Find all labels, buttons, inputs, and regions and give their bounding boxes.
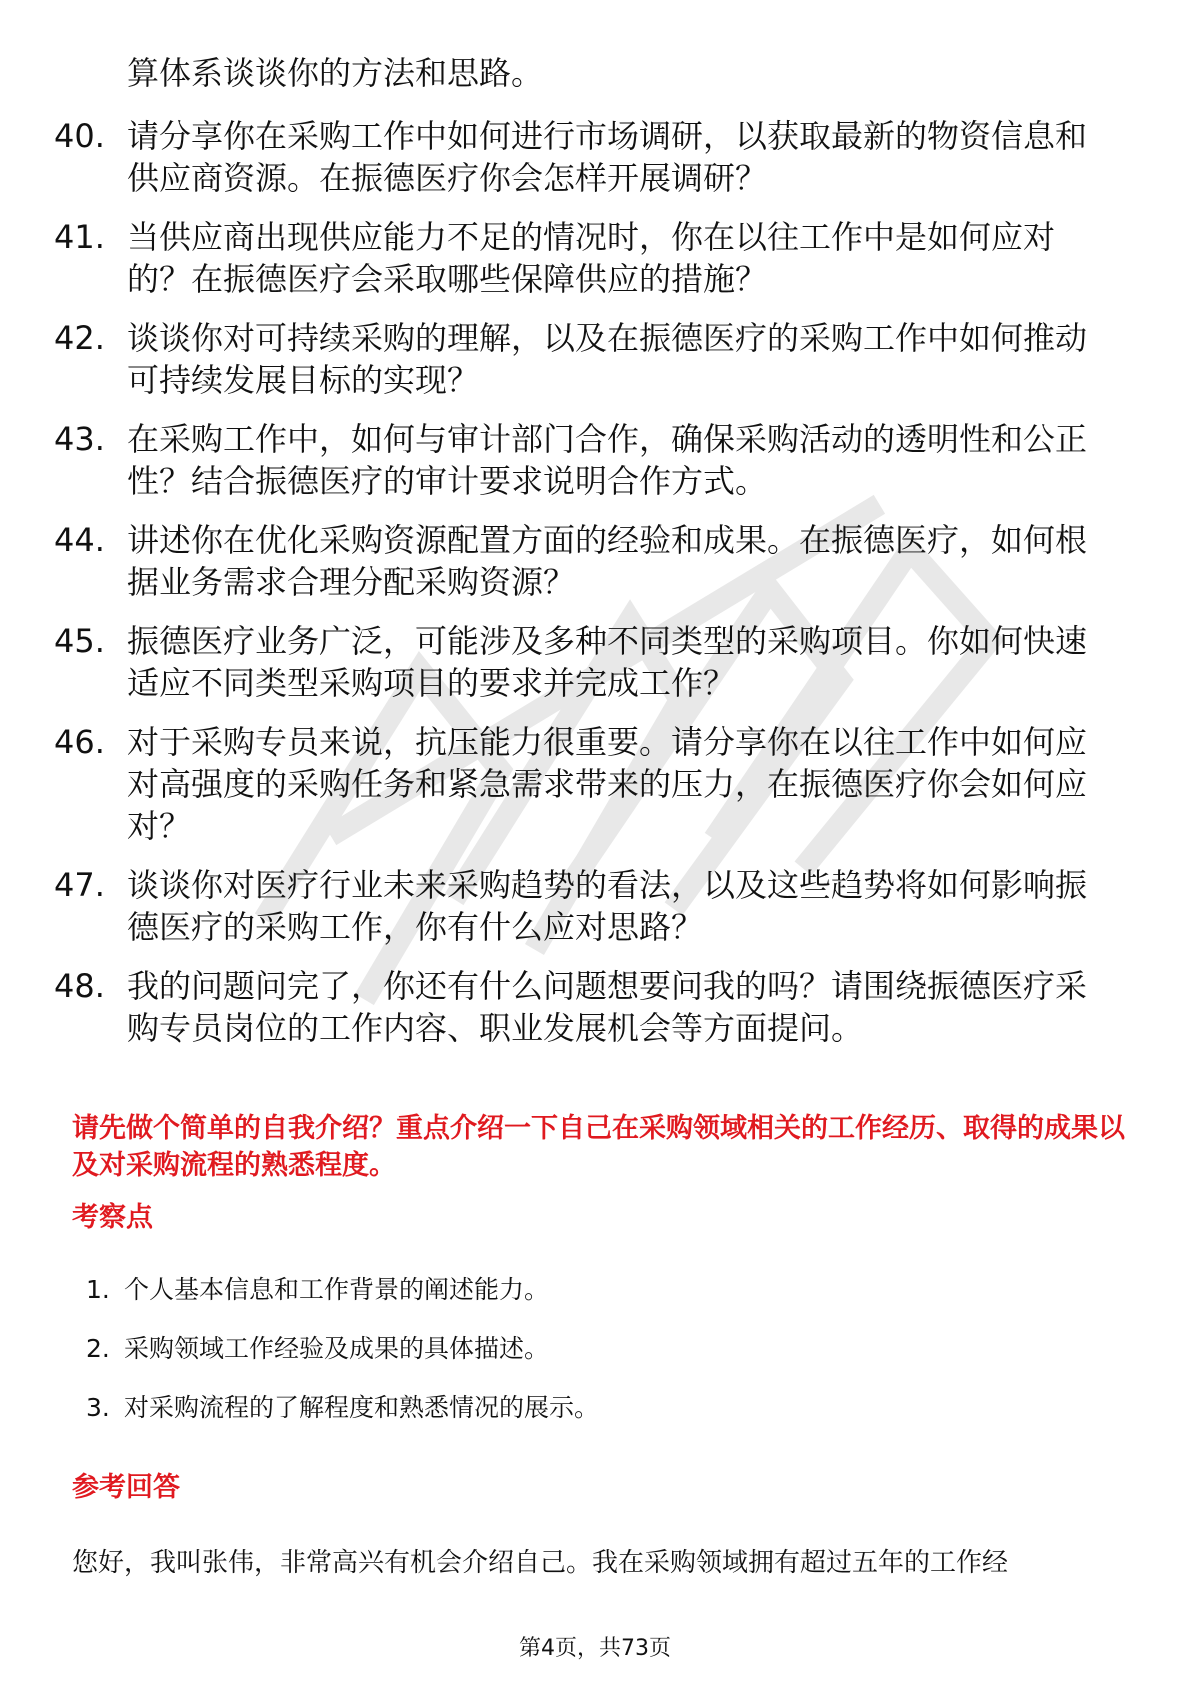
- check-point-item: [0, 1331, 599, 1367]
- question-item-44: [0, 519, 1112, 603]
- question-number: 47.: [54, 866, 105, 904]
- question-text: 振德医疗业务广泛，可能涉及多种不同类型的采购项目。你如何快速适应不同类型采购项目的要求并完成工作？: [127, 622, 1088, 702]
- reference-answer-label: 参考回答: [72, 1472, 180, 1503]
- question-number: 45.: [54, 622, 105, 660]
- continuation-text: 算体系谈谈你的方法和思路。: [127, 54, 544, 92]
- check-point-text: 对采购流程的了解程度和熟悉情况的展示。: [124, 1393, 600, 1422]
- question-item-41: [0, 216, 1112, 300]
- question-text: 在采购工作中，如何与审计部门合作，确保采购活动的透明性和公正性？结合振德医疗的审计要求说明合作方式。: [127, 420, 1088, 500]
- question-number: 41.: [54, 218, 105, 256]
- question-text: 当供应商出现供应能力不足的情况时，你在以往工作中是如何应对的？在振德医疗会采取哪些保障供应的措施？: [127, 218, 1056, 298]
- question-item-48: [0, 965, 1112, 1049]
- check-points-list: [0, 1272, 599, 1449]
- question-item-47: [0, 864, 1112, 948]
- question-text: 讲述你在优化采购资源配置方面的经验和成果。在振德医疗，如何根据业务需求合理分配采购资源？: [127, 521, 1088, 601]
- featured-question-heading: 请先做个简单的自我介绍？重点介绍一下自己在采购领域相关的工作经历、取得的成果以及对采购流程的熟悉程度。: [72, 1113, 1125, 1181]
- question-number: 40.: [54, 117, 105, 155]
- question-number: 44.: [54, 521, 105, 559]
- question-item-45: [0, 620, 1112, 704]
- question-text: 谈谈你对医疗行业未来采购趋势的看法，以及这些趋势将如何影响振德医疗的采购工作，你有什么应对思路？: [127, 866, 1088, 946]
- question-text: 对于采购专员来说，抗压能力很重要。请分享你在以往工作中如何应对高强度的采购任务和紧急需求带来的压力，在振德医疗你会如何应对？: [127, 723, 1088, 845]
- question-number: 42.: [54, 319, 105, 357]
- check-point-number: 3.: [86, 1393, 110, 1422]
- page-footer: 第4页，共73页: [519, 1636, 671, 1661]
- check-point-text: 采购领域工作经验及成果的具体描述。: [124, 1334, 550, 1363]
- question-number: 46.: [54, 723, 105, 761]
- check-point-text: 个人基本信息和工作背景的阐述能力。: [124, 1275, 550, 1304]
- question-text: 请分享你在采购工作中如何进行市场调研，以获取最新的物资信息和供应商资源。在振德医疗你会怎样开展调研？: [127, 117, 1088, 197]
- check-points-label: 考察点: [72, 1202, 153, 1233]
- question-item-40: [0, 115, 1112, 199]
- question-item-42: [0, 317, 1112, 401]
- question-item-43: [0, 418, 1112, 502]
- check-point-number: 1.: [86, 1275, 110, 1304]
- question-text: 我的问题问完了，你还有什么问题想要问我的吗？请围绕振德医疗采购专员岗位的工作内容、职业发展机会等方面提问。: [127, 967, 1088, 1047]
- question-number: 43.: [54, 420, 105, 458]
- check-point-item: [0, 1390, 599, 1426]
- question-text: 谈谈你对可持续采购的理解，以及在振德医疗的采购工作中如何推动可持续发展目标的实现？: [127, 319, 1088, 399]
- check-point-number: 2.: [86, 1334, 110, 1363]
- check-point-item: [0, 1272, 599, 1308]
- reference-answer-text: 您好，我叫张伟，非常高兴有机会介绍自己。我在采购领域拥有超过五年的工作经: [72, 1548, 1009, 1578]
- question-list: [0, 115, 1190, 1066]
- question-item-46: [0, 721, 1112, 847]
- question-number: 48.: [54, 967, 105, 1005]
